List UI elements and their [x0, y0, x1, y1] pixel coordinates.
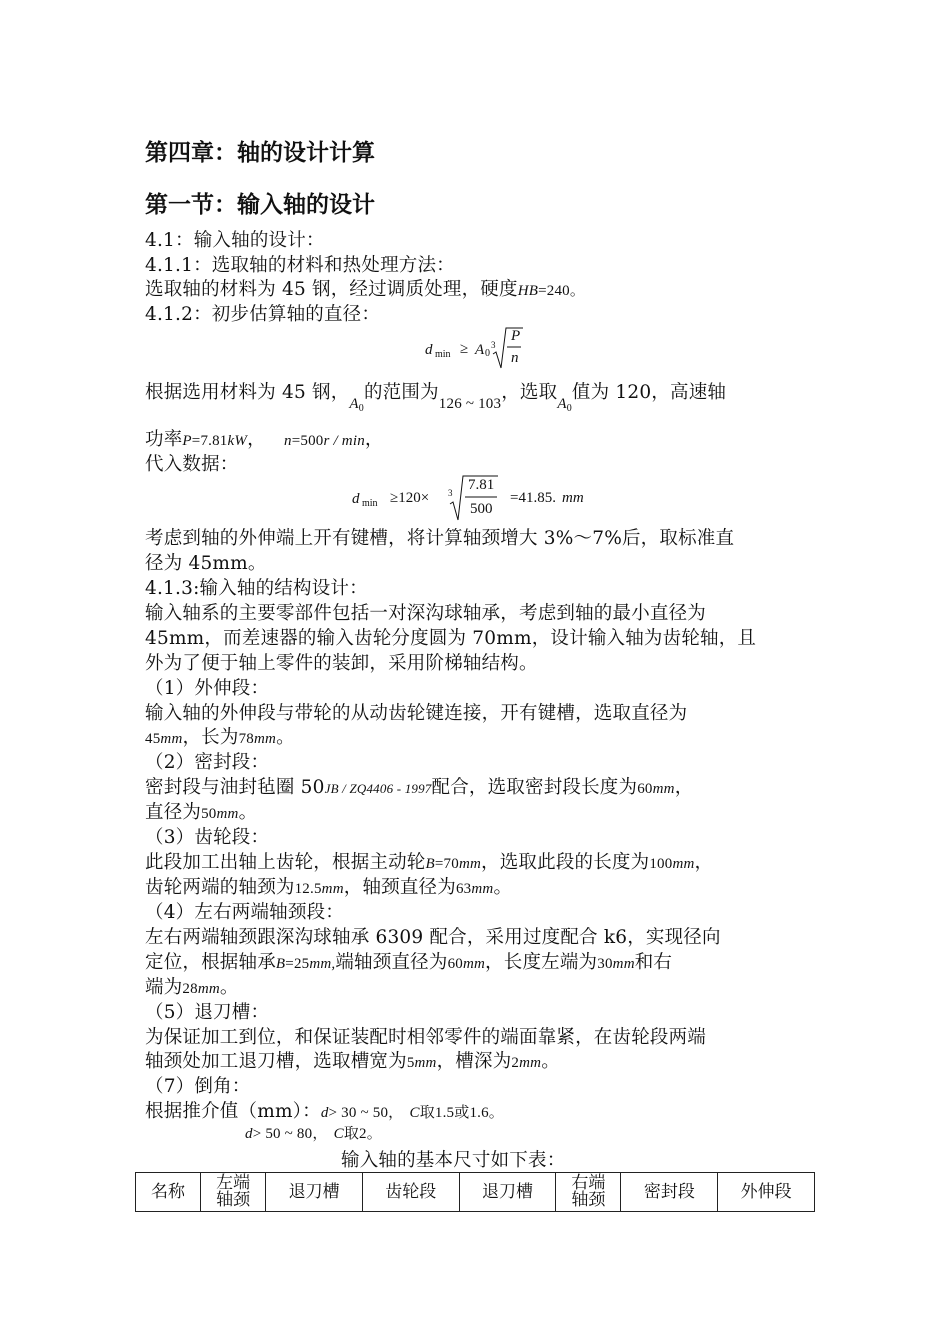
table-header-cell: 右端 轴颈 — [556, 1173, 621, 1212]
text-line: 轴颈处加工退刀槽，选取槽宽为5mm，槽深为2mm。 — [145, 1051, 560, 1072]
text-line: 输入轴的外伸段与带轮的从动齿轮键连接，开有键槽，选取直径为 — [145, 703, 688, 724]
text-line: （3）齿轮段： — [145, 827, 270, 848]
text-line: 密封段与油封毡圈 50JB / ZQ4406 - 1997配合，选取密封段长度为60mm， — [145, 777, 694, 798]
text-line: 根据推介值（mm）：d> 30 ~ 50， C取1.5或1.6。 — [145, 1101, 504, 1122]
formula-dmin-result: d min ≥120× 3 7.81 500 =41.85. mm — [352, 474, 632, 522]
text-line: 此段加工出轴上齿轮，根据主动轮B=70mm，选取此段的长度为100mm， — [145, 852, 714, 873]
section-title: 第一节：输入轴的设计 — [145, 191, 375, 218]
text-line: 45mm，而差速器的输入齿轮分度圆为 70mm，设计输入轴为齿轮轴，且 — [145, 628, 757, 649]
text-line: （7）倒角： — [145, 1076, 251, 1097]
text-line: （5）退刀槽： — [145, 1002, 270, 1023]
text-line: 4.1.1：选取轴的材料和热处理方法： — [145, 255, 455, 276]
text-line: 选取轴的材料为 45 钢，经过调质处理，硬度HB=240。 — [145, 279, 586, 300]
dimension-table — [135, 1172, 815, 1212]
table-header-cell: 齿轮段 — [362, 1173, 459, 1212]
table-header-cell: 密封段 — [621, 1173, 718, 1212]
table-header-cell: 名称 — [136, 1173, 201, 1212]
text-line: 端为28mm。 — [145, 977, 239, 998]
text-line: 考虑到轴的外伸端上开有键槽，将计算轴颈增大 3%～7%后，取标准直 — [145, 528, 735, 549]
formula-dmin-estimate: d min ≥ A 0 3 P n — [425, 326, 565, 370]
text-line: 4.1：输入轴的设计： — [145, 230, 325, 251]
text-line: 外为了便于轴上零件的装卸，采用阶梯轴结构。 — [145, 653, 538, 674]
table-header-cell: 退刀槽 — [459, 1173, 556, 1212]
text-line: 4.1.3:输入轴的结构设计： — [145, 578, 368, 599]
text-line: 左右两端轴颈跟深沟球轴承 6309 配合，采用过度配合 k6，实现径向 — [145, 927, 721, 948]
text-line: 功率P=7.81kW， n=500r / min， — [145, 429, 384, 450]
text-line: 直径为50mm。 — [145, 802, 258, 823]
text-line: （4）左右两端轴颈段： — [145, 902, 344, 923]
text-line: 4.1.2：初步估算轴的直径： — [145, 304, 381, 325]
text-line: d> 50 ~ 80， C取2。 — [245, 1126, 382, 1142]
text-line: 定位，根据轴承B=25mm,端轴颈直径为60mm，长度左端为30mm和右 — [145, 952, 673, 973]
text-line: 齿轮两端的轴颈为12.5mm，轴颈直径为63mm。 — [145, 877, 513, 898]
text-line: 45mm，长为78mm。 — [145, 727, 295, 748]
table-header-cell: 退刀槽 — [266, 1173, 363, 1212]
text-line: （1）外伸段： — [145, 678, 270, 699]
text-line: 代入数据： — [145, 454, 239, 475]
chapter-title: 第四章：轴的设计计算 — [145, 139, 375, 166]
text-line: 根据选用材料为 45 钢，$_{A0}$的范围为$_{126 \sim 103}$，选取$_{A0}$值为 120，高速轴 — [145, 382, 727, 414]
text-line: 为保证加工到位，和保证装配时相邻零件的端面靠紧，在齿轮段两端 — [145, 1027, 707, 1048]
table-header-cell: 外伸段 — [718, 1173, 815, 1212]
table-row — [136, 1173, 815, 1212]
text-line: 输入轴系的主要零部件包括一对深沟球轴承，考虑到轴的最小直径为 — [145, 603, 707, 624]
text-line: 径为 45mm。 — [145, 553, 267, 574]
table-header-cell: 左端 轴颈 — [201, 1173, 266, 1212]
table-caption: 输入轴的基本尺寸如下表： — [341, 1150, 566, 1171]
text-line: （2）密封段： — [145, 752, 270, 773]
